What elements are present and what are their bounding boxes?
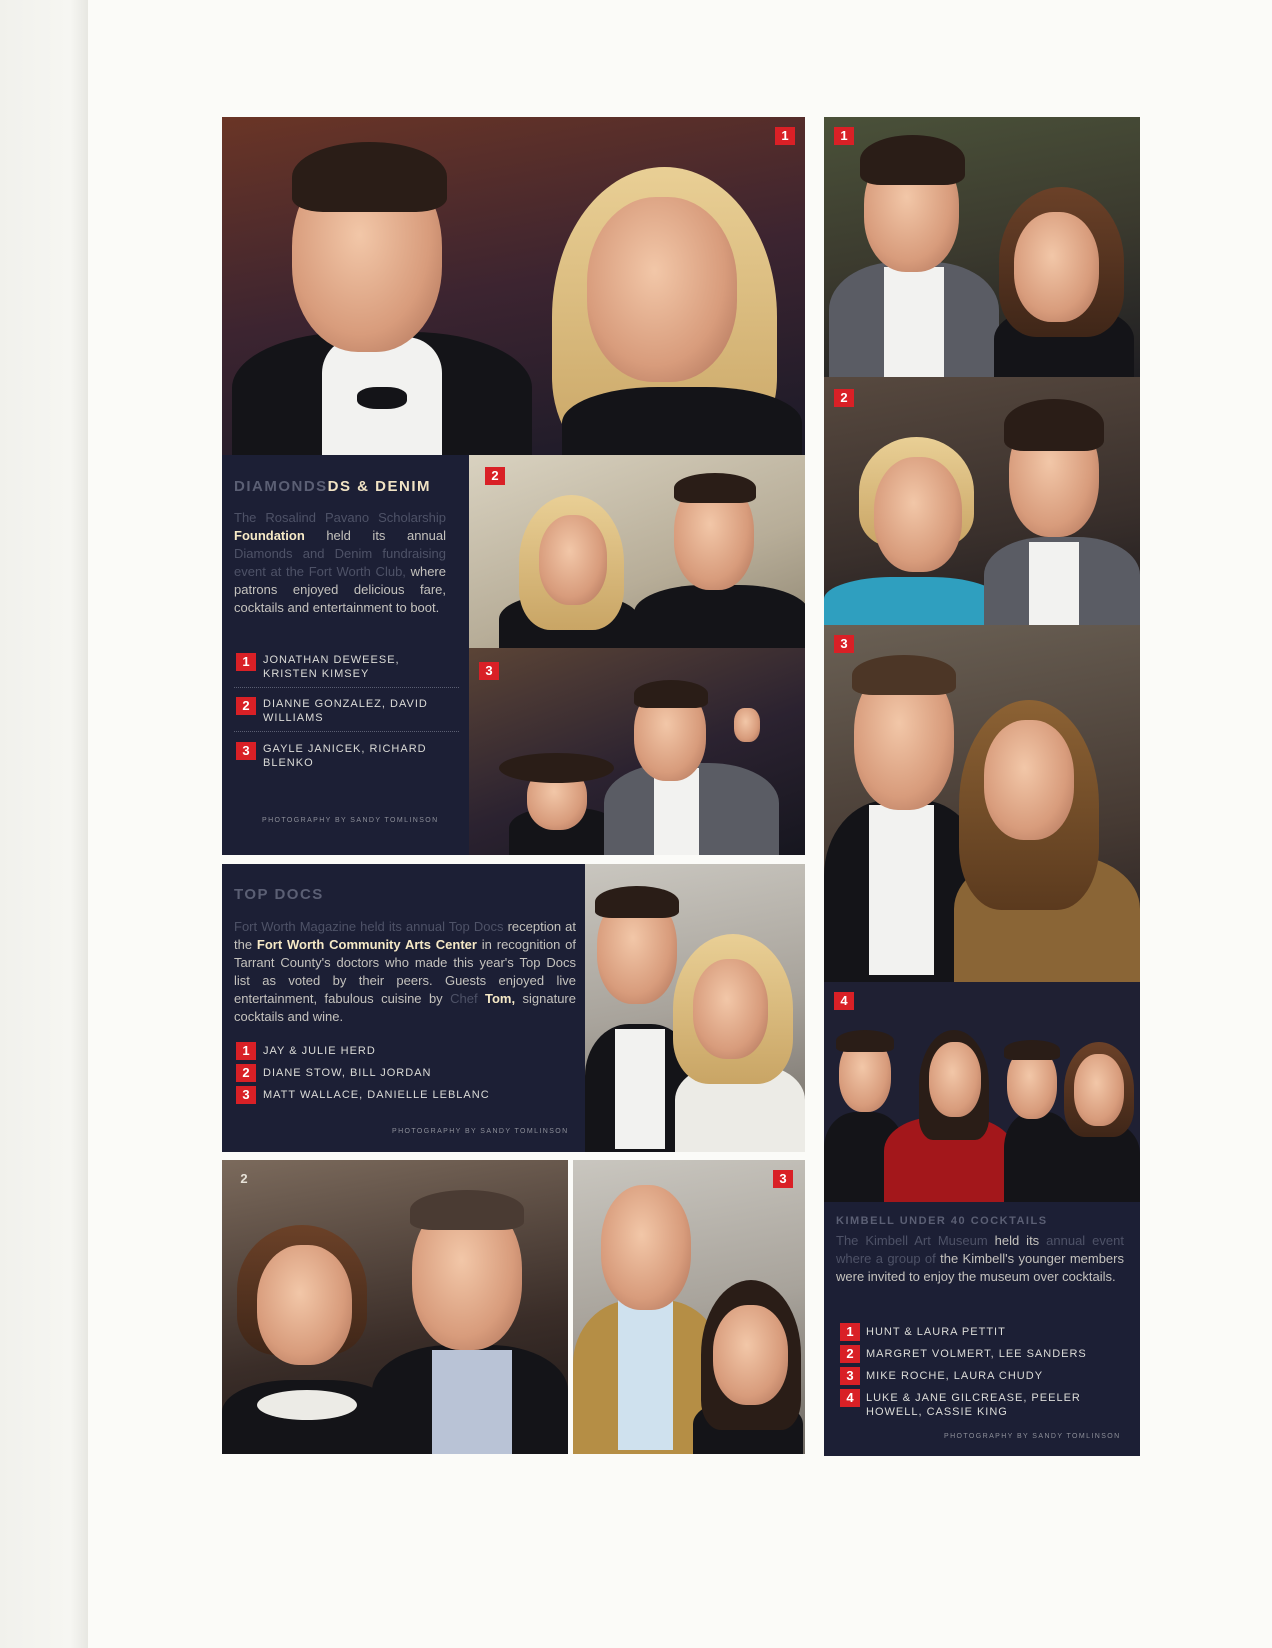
caption-text-3: MATT WALLACE, DANIELLE LEBLANC (263, 1089, 490, 1101)
kimbell-blurb (836, 1232, 1124, 1286)
caption-text-3: GAYLE JANICEK, RICHARD BLENKO (263, 743, 427, 769)
blurb-text-b: the Kimbell's younger members were invited to enjoy the museum over cocktails. (836, 1251, 1124, 1284)
photo-badge-1: 1 (834, 127, 854, 145)
photo-badge-2: 2 (485, 467, 505, 485)
blurb-faint-text: The Rosalind Pavano Scholarship (234, 510, 446, 525)
caption-divider (234, 731, 459, 732)
photo-deweese-kimsey (222, 117, 805, 455)
photo-pettit (824, 117, 1140, 377)
caption-badge-3: 3 (236, 1086, 256, 1104)
caption-text-2: DIANNE GONZALEZ, DAVID WILLIAMS (263, 698, 428, 724)
top-docs-headline (234, 886, 434, 903)
blurb-chef-name: Tom, (485, 991, 516, 1006)
photo-badge-2: 2 (834, 389, 854, 407)
photo-herd (585, 864, 805, 1152)
top-docs-blurb (234, 918, 576, 1026)
blurb-venue-name: Fort Worth Community Arts Center (256, 937, 477, 952)
blurb-faint-text: The Kimbell Art Museum (836, 1233, 988, 1248)
blurb-faint-text-2: annual event where a group of (836, 1233, 1124, 1266)
photo-badge-3: 3 (479, 662, 499, 680)
photo-credit: PHOTOGRAPHY BY SANDY TOMLINSON (262, 817, 439, 824)
kimbell-panel (824, 117, 1140, 1456)
caption-badge-2: 2 (236, 697, 256, 715)
diamonds-denim-blurb (234, 509, 446, 617)
caption-text-2: DIANE STOW, BILL JORDAN (263, 1067, 432, 1079)
blurb-text-end: where patrons enjoyed delicious fare, cocktails and entertainment to boot. (234, 564, 446, 615)
photo-stow-jordan (222, 1160, 568, 1454)
caption-badge-3: 3 (236, 742, 256, 760)
photo-volmert-sanders (824, 377, 1140, 625)
photo-badge-3: 3 (773, 1170, 793, 1188)
caption-text-1: JAY & JULIE HERD (263, 1045, 376, 1057)
headline-visible-part: DS & DENIM (327, 478, 432, 495)
photo-badge-2: 2 (240, 1171, 248, 1186)
blurb-faint-text-2: Diamonds and Denim fundraising event at the Fort Worth Club, (234, 546, 446, 579)
headline-faint-part: TOP DOCS (234, 886, 324, 903)
headline-faint-part: KIMBELL UNDER 40 COCKTAILS (836, 1215, 1048, 1227)
caption-badge-1: 1 (236, 653, 256, 671)
blurb-text-a: reception at the (234, 919, 576, 952)
kimbell-headline (836, 1215, 1136, 1227)
photo-group (824, 982, 1140, 1202)
caption-badge-3: 3 (840, 1367, 860, 1385)
photo-badge-4: 4 (834, 992, 854, 1010)
photo-gonzalez-williams (469, 455, 805, 648)
diamonds-denim-panel (222, 117, 805, 855)
blurb-faint-text: Fort Worth Magazine held its annual Top Docs (234, 919, 504, 934)
caption-text-1: HUNT & LAURA PETTIT (866, 1326, 1006, 1338)
caption-text-1: JONATHAN DEWEESE, KRISTEN KIMSEY (263, 654, 400, 680)
photo-roche-chudy (824, 625, 1140, 982)
caption-badge-2: 2 (236, 1064, 256, 1082)
blurb-text-mid: held its annual (326, 528, 446, 543)
headline-faint-part: DIAMONDS (234, 478, 328, 495)
photo-wallace-leblanc (573, 1160, 805, 1454)
magazine-spine (0, 0, 88, 1648)
photo-badge-1: 1 (775, 127, 795, 145)
photo-badge-3: 3 (834, 635, 854, 653)
blurb-text-a: held its (994, 1233, 1040, 1248)
caption-badge-1: 1 (840, 1323, 860, 1341)
blurb-org-name: Foundation (234, 528, 305, 543)
caption-text-4: LUKE & JANE GILCREASE, PEELER HOWELL, CASSIE KING (866, 1392, 1081, 1418)
caption-text-2: MARGRET VOLMERT, LEE SANDERS (866, 1348, 1087, 1360)
blurb-text-b: in recognition of Tarrant County's doctors who made this year's Top Docs list as voted by their peers. Guests enjoyed live entertainment, fabulous cuisine by (234, 937, 576, 1006)
diamonds-denim-headline (234, 478, 454, 495)
top-docs-panel (222, 864, 805, 1152)
caption-badge-4: 4 (840, 1389, 860, 1407)
caption-divider (234, 687, 459, 688)
caption-badge-1: 1 (236, 1042, 256, 1060)
blurb-text-c: signature cocktails and wine. (234, 991, 576, 1024)
blurb-faint-text-2: Chef (450, 991, 478, 1006)
photo-credit: PHOTOGRAPHY BY SANDY TOMLINSON (944, 1433, 1121, 1440)
photo-janicek-blenko (469, 648, 805, 855)
caption-text-3: MIKE ROCHE, LAURA CHUDY (866, 1370, 1044, 1382)
photo-credit: PHOTOGRAPHY BY SANDY TOMLINSON (392, 1128, 569, 1135)
caption-badge-2: 2 (840, 1345, 860, 1363)
